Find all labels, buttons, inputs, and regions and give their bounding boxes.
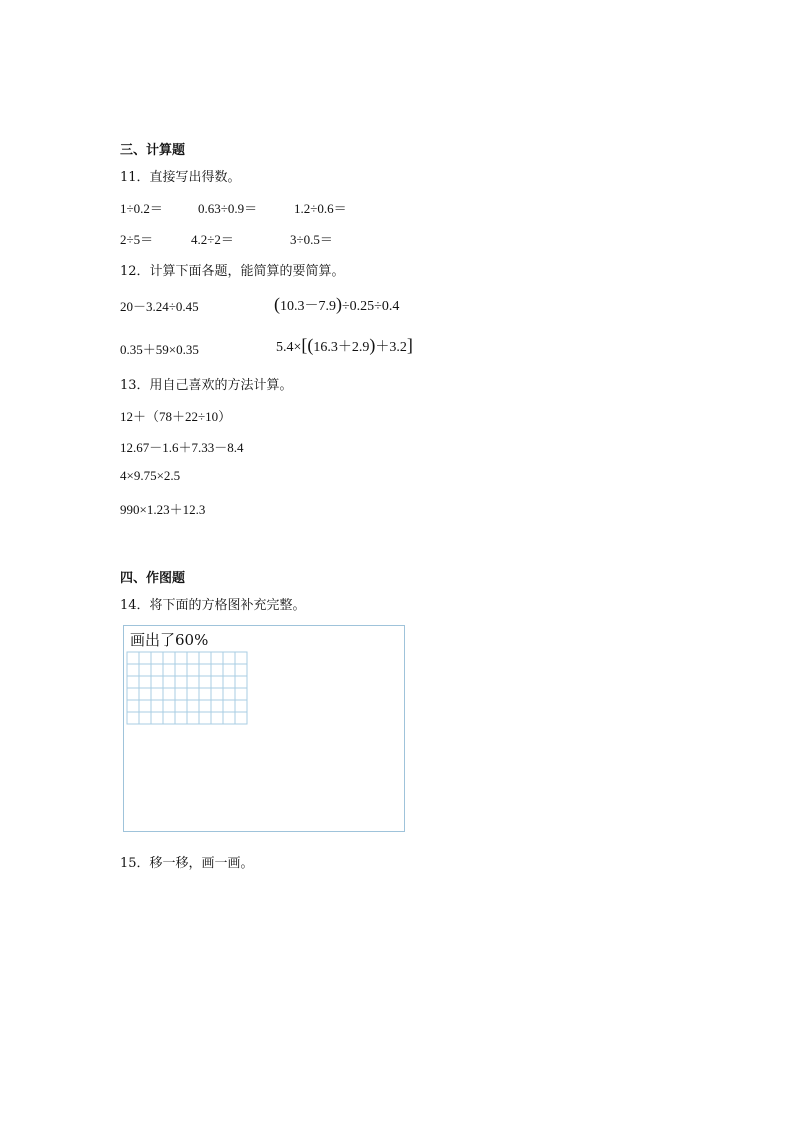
grid-cell[interactable]	[187, 700, 199, 712]
q12-expression-4-inner: 16.3＋2.9	[313, 340, 370, 355]
q12-prompt: 12．计算下面各题，能简算的要简算。	[120, 264, 345, 279]
grid-cell[interactable]	[235, 712, 247, 724]
section4-title: 四、作图题	[120, 571, 186, 586]
q14-prompt: 14．将下面的方格图补充完整。	[120, 598, 306, 613]
grid-cell[interactable]	[199, 676, 211, 688]
grid-cell[interactable]	[175, 652, 187, 664]
q13-item-2: 12.67－1.6＋7.33－8.4	[120, 440, 244, 455]
grid-cell[interactable]	[223, 700, 235, 712]
grid-cell[interactable]	[127, 712, 139, 724]
grid-cell[interactable]	[175, 676, 187, 688]
q11-item-5: 4.2÷2＝	[191, 232, 234, 247]
grid-cell[interactable]	[127, 676, 139, 688]
grid-cell[interactable]	[175, 700, 187, 712]
paren-close: )	[369, 335, 376, 355]
grid-cell[interactable]	[199, 652, 211, 664]
bracket-open: [(	[301, 335, 314, 355]
grid-cell[interactable]	[235, 688, 247, 700]
q12-expression-4-tail: ＋3.2	[375, 340, 407, 355]
q13-item-4: 990×1.23＋12.3	[120, 502, 206, 517]
grid-cell[interactable]	[199, 712, 211, 724]
q11-item-1: 1÷0.2＝	[120, 201, 163, 216]
grid-cell[interactable]	[187, 676, 199, 688]
grid-cell[interactable]	[163, 676, 175, 688]
grid-cell[interactable]	[223, 712, 235, 724]
grid-cell[interactable]	[211, 700, 223, 712]
grid-cell[interactable]	[235, 664, 247, 676]
grid-cell[interactable]	[223, 676, 235, 688]
grid-cell[interactable]	[211, 712, 223, 724]
grid-cell[interactable]	[127, 652, 139, 664]
grid-cell[interactable]	[151, 700, 163, 712]
bracket-close: ]	[406, 335, 413, 355]
grid-cell[interactable]	[187, 652, 199, 664]
paren-close: )	[336, 294, 342, 314]
grid-cell[interactable]	[139, 688, 151, 700]
grid-cell[interactable]	[163, 712, 175, 724]
grid-cell[interactable]	[163, 688, 175, 700]
grid-cell[interactable]	[151, 688, 163, 700]
q11-item-2: 0.63÷0.9＝	[198, 201, 258, 216]
grid-cell[interactable]	[151, 676, 163, 688]
grid-cell[interactable]	[187, 688, 199, 700]
q13-item-3: 4×9.75×2.5	[120, 468, 181, 483]
q11-item-4: 2÷5＝	[120, 232, 154, 247]
grid-cell[interactable]	[139, 712, 151, 724]
q12-expression-2-inner: 10.3－7.9	[280, 299, 336, 314]
grid-cell[interactable]	[127, 664, 139, 676]
grid-cell[interactable]	[223, 688, 235, 700]
q11-prompt: 11．直接写出得数。	[120, 170, 241, 185]
grid-cell[interactable]	[163, 700, 175, 712]
grid-cell[interactable]	[187, 664, 199, 676]
grid-cell[interactable]	[139, 676, 151, 688]
drawing-frame	[123, 625, 405, 832]
grid-cell[interactable]	[139, 652, 151, 664]
q11-item-6: 3÷0.5＝	[290, 232, 333, 247]
grid-cell[interactable]	[127, 688, 139, 700]
q13-item-1: 12＋（78＋22÷10）	[120, 409, 232, 424]
grid-cell[interactable]	[175, 664, 187, 676]
grid-cell[interactable]	[151, 664, 163, 676]
grid-cell[interactable]	[235, 700, 247, 712]
grid-cell[interactable]	[127, 700, 139, 712]
paren-open: (	[274, 294, 280, 314]
grid-cell[interactable]	[163, 652, 175, 664]
q12-expression-1: 20－3.24÷0.45	[120, 299, 199, 314]
grid-cell[interactable]	[235, 652, 247, 664]
grid-cell[interactable]	[199, 664, 211, 676]
q13-prompt: 13．用自己喜欢的方法计算。	[120, 378, 293, 393]
grid-cell[interactable]	[199, 688, 211, 700]
grid-cell[interactable]	[211, 664, 223, 676]
square-grid[interactable]	[126, 651, 248, 733]
q12-expression-2	[274, 294, 399, 315]
grid-cell[interactable]	[199, 700, 211, 712]
grid-cell[interactable]	[223, 652, 235, 664]
grid-cell[interactable]	[139, 664, 151, 676]
q11-item-3: 1.2÷0.6＝	[294, 201, 347, 216]
grid-cell[interactable]	[235, 676, 247, 688]
grid-cell[interactable]	[211, 688, 223, 700]
q12-expression-4-head: 5.4×	[276, 340, 302, 355]
grid-cell[interactable]	[187, 712, 199, 724]
q15-prompt: 15．移一移，画一画。	[120, 856, 254, 871]
q12-expression-2-tail: ÷0.25÷0.4	[342, 299, 400, 314]
grid-cell[interactable]	[151, 652, 163, 664]
q12-expression-4	[276, 335, 413, 356]
grid-cell[interactable]	[175, 688, 187, 700]
grid-cell[interactable]	[211, 676, 223, 688]
grid-cell[interactable]	[175, 712, 187, 724]
grid-cell[interactable]	[139, 700, 151, 712]
grid-cell[interactable]	[211, 652, 223, 664]
grid-caption: 画出了60%	[130, 631, 209, 649]
grid-cell[interactable]	[163, 664, 175, 676]
q12-expression-3: 0.35＋59×0.35	[120, 342, 199, 357]
grid-cell[interactable]	[223, 664, 235, 676]
grid-cell[interactable]	[151, 712, 163, 724]
section3-title: 三、计算题	[120, 143, 186, 158]
